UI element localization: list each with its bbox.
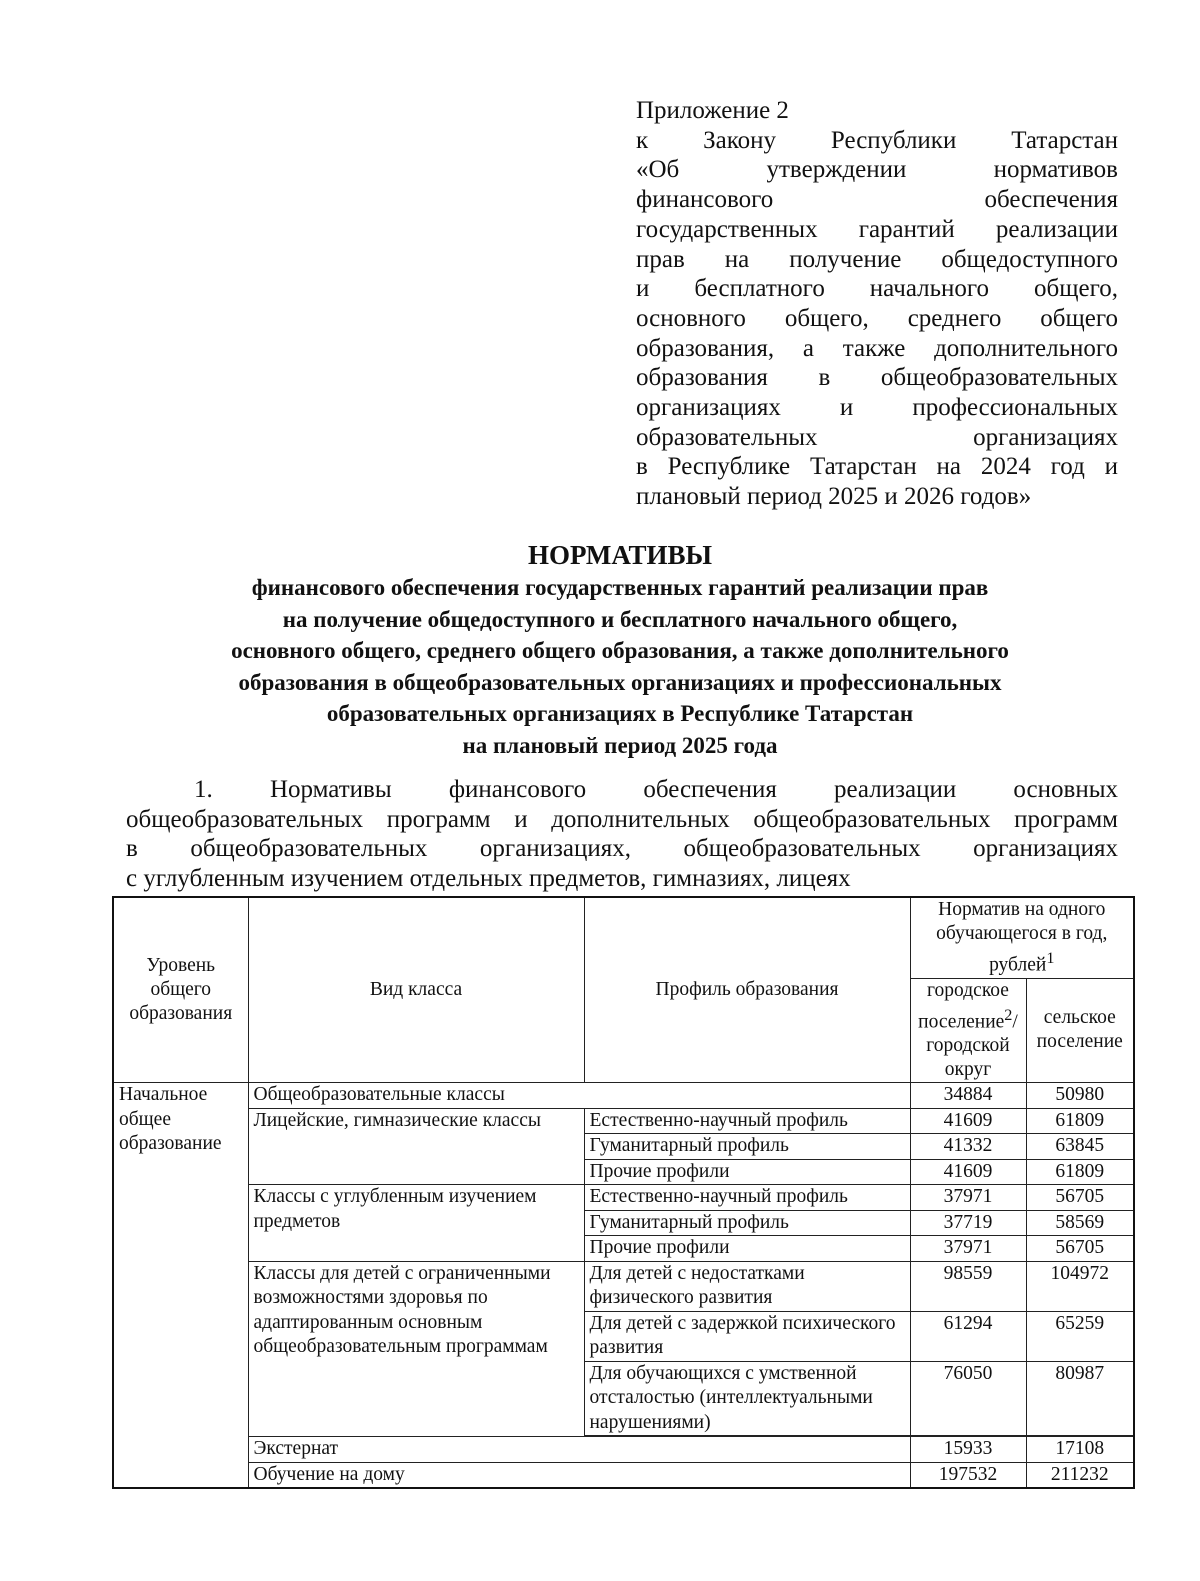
urban-value: 41609: [910, 1108, 1026, 1134]
annex-line: прав на получение общедоступного: [636, 245, 1118, 273]
urban-value: 61294: [910, 1311, 1026, 1361]
urban-value: 197532: [910, 1462, 1026, 1488]
class-type-cell: Классы для детей с ограниченными возможностями здоровья по адаптированным основным общеобразовательным программам: [248, 1261, 584, 1437]
profile-cell: Для обучающихся с умственной отсталостью (интеллектуальными нарушениями): [584, 1361, 910, 1436]
profile-cell: Для детей с задержкой психического развития: [584, 1311, 910, 1361]
urban-value: 37971: [910, 1236, 1026, 1262]
heading-subtitle-line: на плановый период 2025 года: [462, 732, 778, 758]
class-type-cell: Общеобразовательные классы: [248, 1083, 910, 1109]
rural-value: 104972: [1026, 1261, 1134, 1311]
paragraph-line: 1. Нормативы финансового обеспечения реализации основных: [194, 776, 1118, 803]
rural-value: 17108: [1026, 1437, 1134, 1463]
rural-value: 63845: [1026, 1134, 1134, 1160]
heading-subtitle-line: образовательных организациях в Республике Татарстан: [326, 701, 914, 726]
class-type-cell: Экстернат: [248, 1437, 910, 1463]
rural-value: 80987: [1026, 1361, 1134, 1436]
heading-subtitle-line: основного общего, среднего общего образования, а также дополнительного: [231, 638, 1009, 663]
header-urban: [910, 978, 1026, 1083]
annex-line: государственных гарантий реализации: [636, 215, 1118, 243]
urban-value: 41609: [910, 1159, 1026, 1185]
urban-value: 34884: [910, 1083, 1026, 1109]
annex-line: «Об утверждении нормативов: [636, 156, 1118, 184]
class-type-cell: Классы с углубленным изучением предметов: [248, 1185, 584, 1262]
footnote-mark: 2: [1004, 1005, 1013, 1024]
annex-line: основного общего, среднего общего: [636, 304, 1118, 332]
annex-line: образовательных организациях: [636, 423, 1118, 451]
rural-value: 61809: [1026, 1159, 1134, 1185]
profile-cell: Естественно-научный профиль: [584, 1185, 910, 1211]
rural-value: 56705: [1026, 1236, 1134, 1262]
level-cell: Начальное общее образование: [113, 1083, 248, 1489]
urban-value: 41332: [910, 1134, 1026, 1160]
header-level: Уровень общего образования: [113, 897, 248, 1083]
rural-value: 65259: [1026, 1311, 1134, 1361]
annex-line: образования в общеобразовательных: [636, 364, 1118, 392]
paragraph-line: общеобразовательных программ и дополнительных общеобразовательных программ: [126, 805, 1118, 833]
heading-subtitle-line: на получение общедоступного и бесплатного начального общего,: [282, 606, 958, 632]
heading-title: НОРМАТИВЫ: [527, 540, 713, 570]
heading-subtitle-line: образования в общеобразовательных организациях и профессиональных: [238, 669, 1002, 695]
annex-line: финансового обеспечения: [636, 186, 1118, 214]
header-urban-text: городское поселение: [918, 979, 1009, 1032]
annex-title: Приложение 2: [636, 97, 789, 124]
header-norm: [910, 897, 1134, 978]
annex-block: [636, 96, 1118, 512]
rural-value: 56705: [1026, 1185, 1134, 1211]
rural-value: 50980: [1026, 1083, 1134, 1109]
profile-cell: Прочие профили: [584, 1236, 910, 1262]
rural-value: 211232: [1026, 1462, 1134, 1488]
heading-subtitle-line: финансового обеспечения государственных гарантий реализации прав: [251, 575, 989, 600]
header-profile: Профиль образования: [584, 897, 910, 1083]
profile-cell: Прочие профили: [584, 1159, 910, 1185]
urban-value: 98559: [910, 1261, 1026, 1311]
header-class-type: Вид класса: [248, 897, 584, 1083]
urban-value: 37719: [910, 1210, 1026, 1236]
paragraph-line: с углубленным изучением отдельных предметов, гимназиях, лицеях: [126, 864, 851, 892]
profile-cell: Для детей с недостатками физического развития: [584, 1261, 910, 1311]
paragraph-line: в общеобразовательных организациях, общеобразовательных организациях: [126, 835, 1118, 862]
annex-line: и бесплатного начального общего,: [636, 275, 1118, 303]
annex-line: образования, а также дополнительного: [636, 334, 1118, 362]
urban-value: 37971: [910, 1185, 1026, 1211]
profile-cell: Гуманитарный профиль: [584, 1134, 910, 1160]
urban-value: 76050: [910, 1361, 1026, 1436]
class-type-cell: Обучение на дому: [248, 1462, 910, 1488]
header-norm-text: Норматив на одного обучающегося в год, рублей: [936, 899, 1108, 976]
class-type-cell: Лицейские, гимназические классы: [248, 1108, 584, 1185]
header-urban-text-2: / городской округ: [926, 1011, 1018, 1080]
document-heading: [100, 538, 1140, 761]
rural-value: 58569: [1026, 1210, 1134, 1236]
annex-line: к Закону Республики Татарстан: [636, 126, 1118, 154]
header-rural: сельское поселение: [1026, 978, 1134, 1083]
intro-paragraph: [126, 775, 1118, 893]
urban-value: 15933: [910, 1437, 1026, 1463]
rural-value: 61809: [1026, 1108, 1134, 1134]
annex-line: в Республике Татарстан на 2024 год и: [636, 453, 1118, 481]
annex-line: плановый период 2025 и 2026 годов»: [636, 483, 1032, 511]
profile-cell: Естественно-научный профиль: [584, 1108, 910, 1134]
annex-line: организациях и профессиональных: [636, 394, 1118, 422]
profile-cell: Гуманитарный профиль: [584, 1210, 910, 1236]
footnote-mark: 1: [1046, 949, 1055, 967]
norms-table: [112, 896, 1135, 1489]
